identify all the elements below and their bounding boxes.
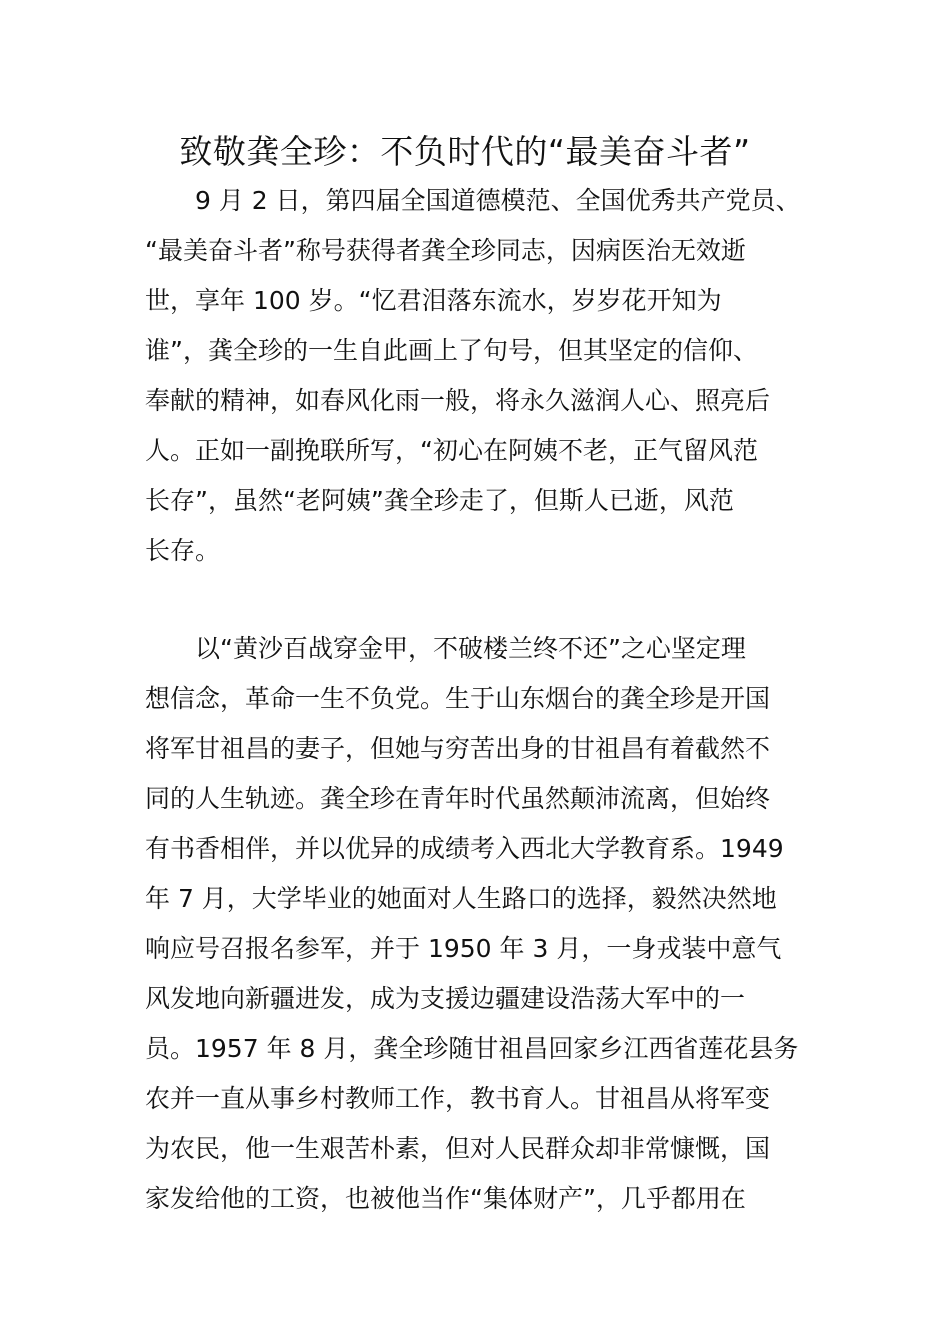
paragraph-2-line-5: 有书香相伴，并以优异的成绩考入西北大学教育系。1949 [145,834,784,863]
paragraph-2-line-9: 员。1957 年 8 月，龚全珍随甘祖昌回家乡江西省莲花县务 [145,1034,799,1063]
paragraph-2-line-2: 想信念，革命一生不负党。生于山东烟台的龚全珍是开国 [145,684,771,713]
paragraph-1-line-4: 谁”，龚全珍的一生自此画上了句号，但其坚定的信仰、 [145,336,758,365]
paragraph-1-line-5: 奉献的精神，如春风化雨一般，将永久滋润人心、照亮后 [145,386,771,415]
paragraph-2-line-12: 家发给他的工资，也被他当作“集体财产”，几乎都用在 [145,1184,746,1213]
paragraph-1-line-2: “最美奋斗者”称号获得者龚全珍同志，因病医治无效逝 [145,236,746,265]
paragraph-1-line-6: 人。正如一副挽联所写，“初心在阿姨不老，正气留风范 [145,436,758,465]
paragraph-2-line-4: 同的人生轨迹。龚全珍在青年时代虽然颠沛流离，但始终 [145,784,771,813]
document-title: 致敬龚全珍：不负时代的“最美奋斗者” [179,132,751,171]
paragraph-2-line-3: 将军甘祖昌的妻子，但她与穷苦出身的甘祖昌有着截然不 [145,734,771,763]
paragraph-1-line-7: 长存”，虽然“老阿姨”龚全珍走了，但斯人已逝，风范 [145,486,734,515]
paragraph-2-line-6: 年 7 月，大学毕业的她面对人生路口的选择，毅然决然地 [145,884,777,913]
paragraph-2-line-11: 为农民，他一生艰苦朴素，但对人民群众却非常慷慨，国 [145,1134,771,1163]
paragraph-2-line-8: 风发地向新疆进发，成为支援边疆建设浩荡大军中的一 [145,984,746,1013]
paragraph-1-line-1: 9 月 2 日，第四届全国道德模范、全国优秀共产党员、 [145,186,801,215]
paragraph-2-line-1: 以“黄沙百战穿金甲，不破楼兰终不还”之心坚定理 [145,634,746,663]
paragraph-1-line-8: 长存。 [145,536,221,565]
paragraph-2-line-7: 响应号召报名参军，并于 1950 年 3 月，一身戎装中意气 [145,934,782,963]
paragraph-2-line-10: 农并一直从事乡村教师工作，教书育人。甘祖昌从将军变 [145,1084,771,1113]
paragraph-1-line-3: 世，享年 100 岁。“忆君泪落东流水，岁岁花开知为 [145,286,722,315]
